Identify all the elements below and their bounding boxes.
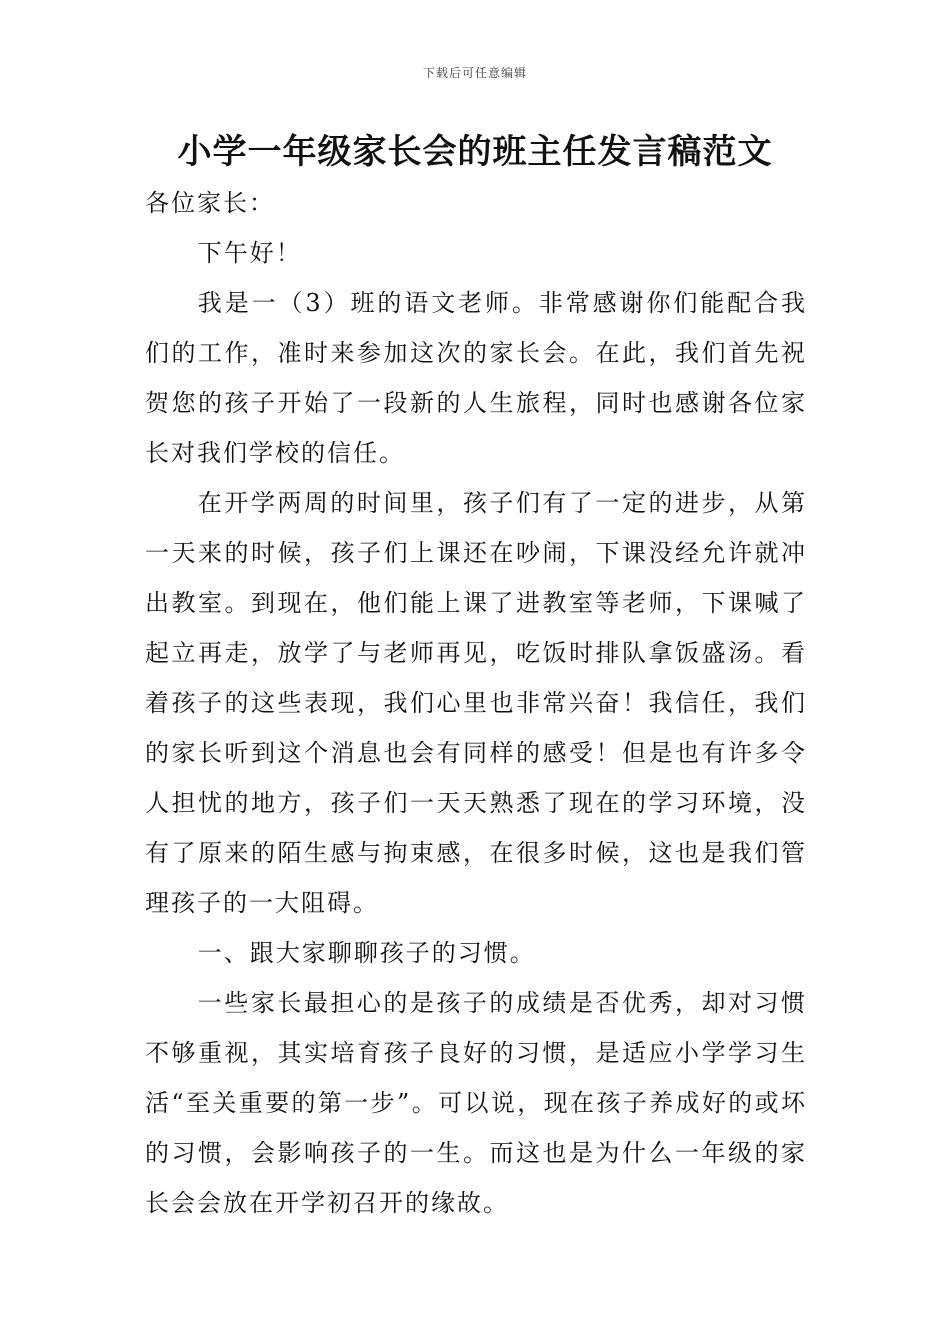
document-body <box>145 178 807 1228</box>
header-note: 下载后可任意编辑 <box>422 66 527 80</box>
paragraph-habits: 一些家长最担心的是孩子的成绩是否优秀，却对习惯不够重视，其实培育孩子良好的习惯，是适应小学学习生活“至关重要的第一步”。可以说，现在孩子养成好的或坏的习惯，会影响孩子的一生。而这也是为什么一年级的家长会会放在开学初召开的缘故。 <box>145 989 807 1217</box>
document-title: 小学一年级家长会的班主任发言稿范文 <box>177 132 773 172</box>
section-heading-habits: 一、跟大家聊聊孩子的习惯。 <box>197 939 536 967</box>
greeting: 下午好！ <box>197 239 302 267</box>
paragraph-progress: 在开学两周的时间里，孩子们有了一定的进步，从第一天来的时候，孩子们上课还在吵闹，下课没经允许就冲出教室。到现在，他们能上课了进教室等老师，下课喊了起立再走，放学了与老师再见，吃饭时排队拿饭盛汤。看着孩子的这些表现，我们心里也非常兴奋！我信任，我们的家长听到这个消息也会有同样的感受！但是也有许多令人担忧的地方，孩子们一天天熟悉了现在的学习环境，没有了原来的陌生感与拘束感，在很多时候，这也是我们管理孩子的一大阻碍。 <box>145 489 807 917</box>
salutation: 各位家长： <box>145 189 275 217</box>
paragraph-introduction: 我是一（3）班的语文老师。非常感谢你们能配合我们的工作，准时来参加这次的家长会。在此，我们首先祝贺您的孩子开始了一段新的人生旅程，同时也感谢各位家长对我们学校的信任。 <box>145 289 807 467</box>
